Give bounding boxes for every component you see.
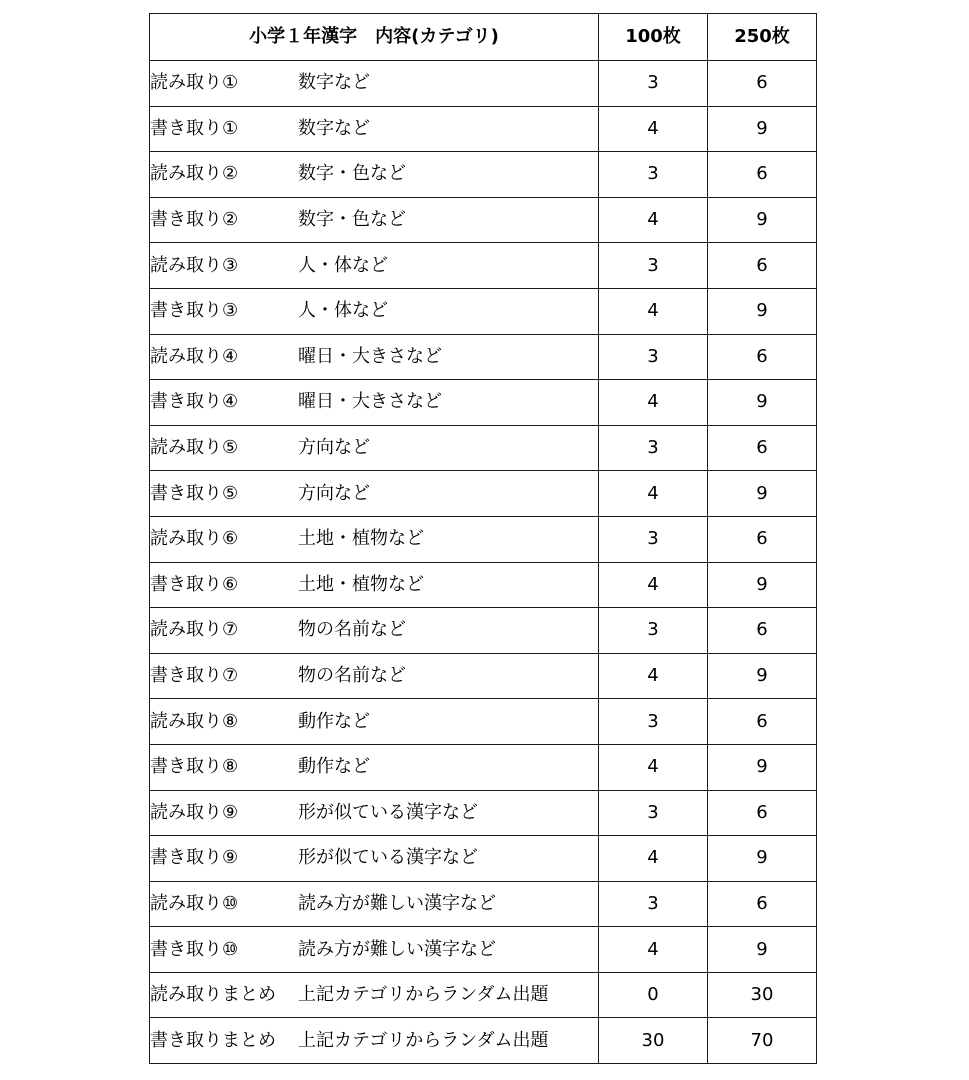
count-100-sheets: 3 [599, 152, 708, 198]
table-row [150, 608, 817, 654]
count-100-sheets: 3 [599, 243, 708, 289]
category-name: 読み取り⑩ [150, 892, 239, 914]
table-row [150, 243, 817, 289]
count-250-sheets: 70 [708, 1018, 817, 1064]
count-250-sheets: 9 [708, 197, 817, 243]
count-100-sheets: 4 [599, 653, 708, 699]
count-100-sheets: 3 [599, 61, 708, 107]
count-100-sheets: 30 [599, 1018, 708, 1064]
category-name: 読み取り⑧ [150, 710, 239, 732]
count-250-sheets: 6 [708, 334, 817, 380]
count-100-sheets: 3 [599, 881, 708, 927]
table-row [150, 334, 817, 380]
header-250-sheets: 250枚 [708, 14, 817, 61]
category-cell [150, 790, 599, 836]
category-name: 書き取り⑨ [150, 847, 239, 869]
count-250-sheets: 6 [708, 425, 817, 471]
category-description: 曜日・大きさなど [298, 345, 442, 367]
category-name: 読み取り⑦ [150, 619, 239, 641]
category-cell [150, 380, 599, 426]
count-250-sheets: 9 [708, 380, 817, 426]
count-100-sheets: 3 [599, 516, 708, 562]
category-description: 数字など [298, 117, 370, 139]
category-cell [150, 61, 599, 107]
count-100-sheets: 3 [599, 425, 708, 471]
count-250-sheets: 30 [708, 972, 817, 1018]
count-250-sheets: 9 [708, 653, 817, 699]
table-row [150, 380, 817, 426]
table-row [150, 836, 817, 882]
category-cell [150, 836, 599, 882]
count-250-sheets: 6 [708, 608, 817, 654]
category-name: 書き取り⑦ [150, 665, 239, 687]
count-100-sheets: 3 [599, 699, 708, 745]
table-row [150, 288, 817, 334]
count-250-sheets: 6 [708, 699, 817, 745]
category-cell [150, 243, 599, 289]
count-100-sheets: 3 [599, 790, 708, 836]
table-row [150, 1018, 817, 1064]
category-description: 形が似ている漢字など [298, 801, 478, 823]
category-cell [150, 516, 599, 562]
category-description: 上記カテゴリからランダム出題 [298, 1029, 549, 1051]
category-description: 土地・植物など [298, 573, 424, 595]
table-row [150, 516, 817, 562]
category-description: 読み方が難しい漢字など [298, 892, 496, 914]
category-cell [150, 152, 599, 198]
count-250-sheets: 6 [708, 881, 817, 927]
category-cell [150, 334, 599, 380]
table-row [150, 197, 817, 243]
count-250-sheets: 6 [708, 516, 817, 562]
count-250-sheets: 6 [708, 152, 817, 198]
category-cell [150, 927, 599, 973]
table-row [150, 881, 817, 927]
category-description: 方向など [298, 437, 370, 459]
category-cell [150, 471, 599, 517]
category-name: 書き取りまとめ [150, 1029, 276, 1051]
count-100-sheets: 4 [599, 927, 708, 973]
count-250-sheets: 9 [708, 744, 817, 790]
category-name: 書き取り④ [150, 391, 239, 413]
category-name: 読み取り③ [150, 254, 239, 276]
count-100-sheets: 4 [599, 197, 708, 243]
category-cell [150, 106, 599, 152]
category-name: 書き取り⑤ [150, 482, 239, 504]
count-250-sheets: 6 [708, 790, 817, 836]
category-cell [150, 1018, 599, 1064]
category-name: 書き取り⑥ [150, 573, 239, 595]
count-100-sheets: 3 [599, 608, 708, 654]
count-250-sheets: 9 [708, 927, 817, 973]
category-description: 動作など [298, 756, 370, 778]
category-name: 読み取り① [150, 72, 239, 94]
count-100-sheets: 4 [599, 380, 708, 426]
table-row [150, 744, 817, 790]
category-name: 書き取り③ [150, 300, 239, 322]
table-row [150, 972, 817, 1018]
table-row [150, 653, 817, 699]
count-100-sheets: 4 [599, 471, 708, 517]
category-cell [150, 425, 599, 471]
category-cell [150, 881, 599, 927]
table-row [150, 61, 817, 107]
category-description: 数字・色など [298, 209, 406, 231]
category-description: 数字など [298, 72, 370, 94]
category-name: 書き取り② [150, 209, 239, 231]
table-row [150, 152, 817, 198]
category-cell [150, 288, 599, 334]
category-name: 読み取り② [150, 163, 239, 185]
count-100-sheets: 0 [599, 972, 708, 1018]
count-250-sheets: 9 [708, 106, 817, 152]
category-description: 人・体など [298, 300, 388, 322]
table-row [150, 790, 817, 836]
count-100-sheets: 4 [599, 106, 708, 152]
count-100-sheets: 4 [599, 744, 708, 790]
category-name: 読み取り④ [150, 345, 239, 367]
count-250-sheets: 9 [708, 471, 817, 517]
count-250-sheets: 6 [708, 61, 817, 107]
table-row [150, 699, 817, 745]
kanji-category-table [149, 13, 817, 1064]
count-100-sheets: 4 [599, 562, 708, 608]
category-cell [150, 562, 599, 608]
category-name: 書き取り⑩ [150, 938, 239, 960]
category-cell [150, 972, 599, 1018]
category-cell [150, 197, 599, 243]
table-row [150, 106, 817, 152]
count-250-sheets: 6 [708, 243, 817, 289]
category-description: 土地・植物など [298, 528, 424, 550]
header-category: 小学１年漢字 内容(カテゴリ) [150, 14, 599, 61]
table-row [150, 471, 817, 517]
category-name: 読み取り⑤ [150, 437, 239, 459]
count-100-sheets: 4 [599, 288, 708, 334]
category-cell [150, 653, 599, 699]
table-row [150, 562, 817, 608]
category-name: 読み取りまとめ [150, 984, 276, 1006]
category-name: 書き取り⑧ [150, 756, 239, 778]
category-cell [150, 608, 599, 654]
category-description: 上記カテゴリからランダム出題 [298, 984, 549, 1006]
category-description: 形が似ている漢字など [298, 847, 478, 869]
table-row [150, 425, 817, 471]
category-name: 読み取り⑨ [150, 801, 239, 823]
count-250-sheets: 9 [708, 288, 817, 334]
category-description: 物の名前など [298, 665, 406, 687]
table-body [150, 61, 817, 1064]
count-250-sheets: 9 [708, 562, 817, 608]
category-cell [150, 744, 599, 790]
category-name: 読み取り⑥ [150, 528, 239, 550]
category-description: 動作など [298, 710, 370, 732]
category-name: 書き取り① [150, 117, 239, 139]
category-description: 人・体など [298, 254, 388, 276]
header-row [150, 14, 817, 61]
count-100-sheets: 3 [599, 334, 708, 380]
count-100-sheets: 4 [599, 836, 708, 882]
category-description: 曜日・大きさなど [298, 391, 442, 413]
category-cell [150, 699, 599, 745]
category-description: 読み方が難しい漢字など [298, 938, 496, 960]
table-row [150, 927, 817, 973]
header-100-sheets: 100枚 [599, 14, 708, 61]
count-250-sheets: 9 [708, 836, 817, 882]
category-description: 物の名前など [298, 619, 406, 641]
category-description: 方向など [298, 482, 370, 504]
category-description: 数字・色など [298, 163, 406, 185]
